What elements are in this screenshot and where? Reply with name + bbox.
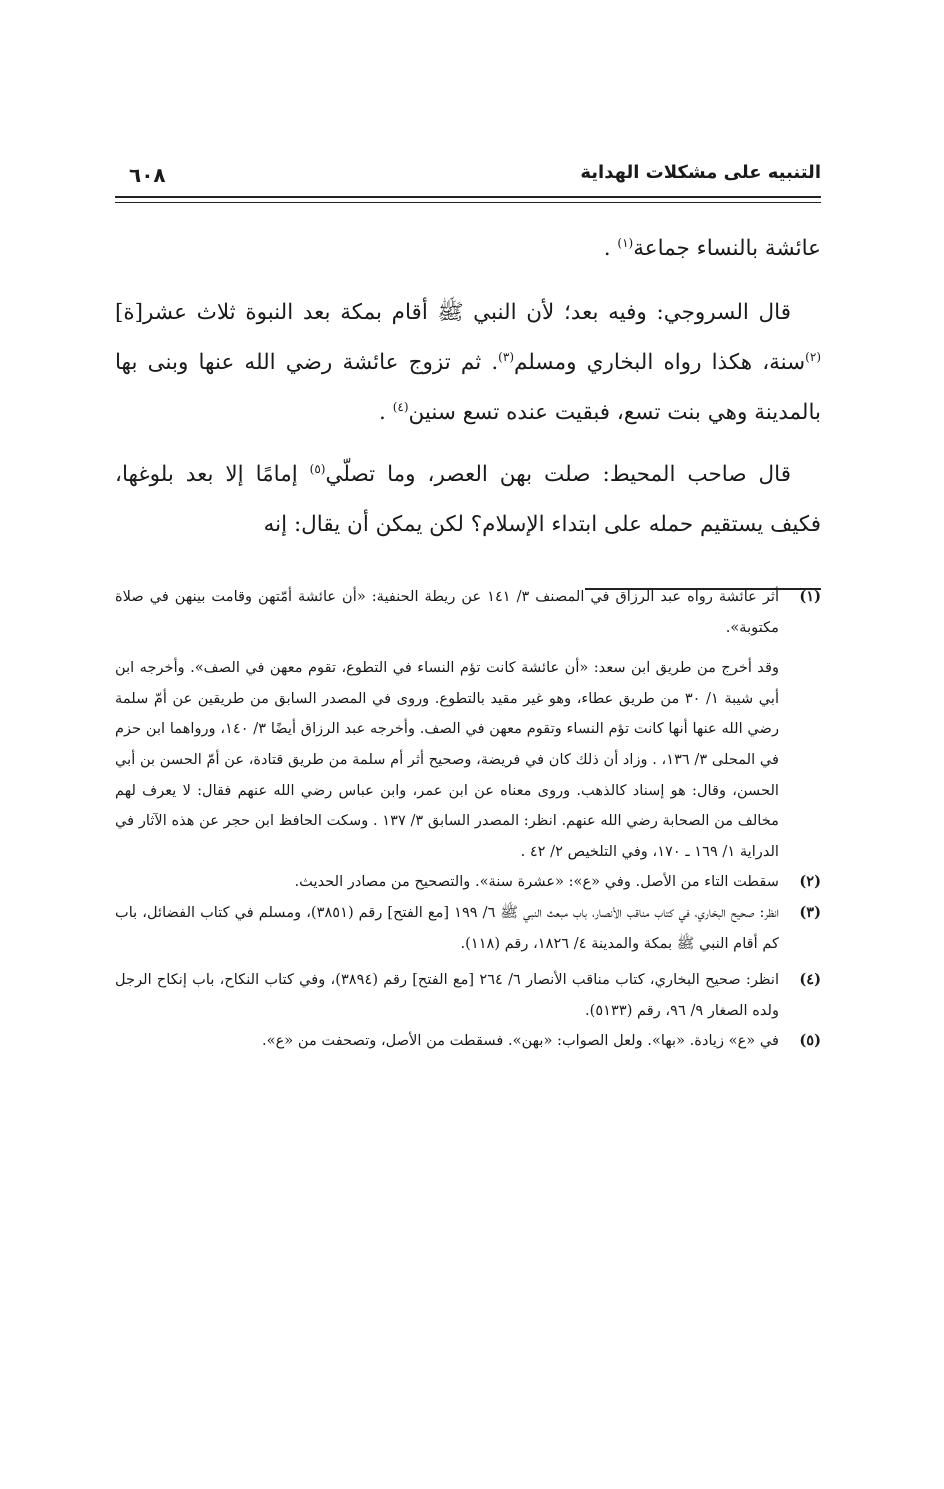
paragraph-3-text-a: قال صاحب المحيط: صلت بهن العصر، وما تصلّي [325,462,791,487]
footnote-ref-1: (١) [617,235,634,250]
paragraph-2-end: . [379,400,386,425]
paragraph-1-text: عائشة بالنساء جماعة [633,236,821,261]
footnote-ref-2: (٢) [805,349,821,364]
footnote-number: (٤) [799,971,821,989]
paragraph-2-text-c: . ثم تزوج عائشة رضي الله عنها وبنى بها بالمدينة وهي بنت تسع، فبقيت عنده تسع سنين [115,350,821,425]
footnote-1 [115,582,821,867]
page-number: ٦٠٨ [129,163,166,187]
footnote-continuation: وقد أخرج من طريق ابن سعد: «أن عائشة كانت تؤم النساء في التطوع، تقوم معهن في الصف». وأخرجه ابن أبي شيبة ١/ ٣٠ من طريق عطاء، وهو غير مقيد بالتطوع. وروى في المصدر السابق من طريقين عن أمّ سلمة رضي الله عنها أنها كانت تؤم النساء وتقوم معهن في الصف. وأخرجه عبد الرزاق أيضًا ٣/ ١٤٠، ورواهما ابن حزم في المحلى ٣/ ١٣٦، . وزاد أن ذلك كان في فريضة، وصحيح أثر أم سلمة من طريق قتادة، عن أمّ الحسن بن أبي الحسن، وقال: هو إسناد كالذهب. وروى معناه عن ابن عمر، وابن عباس رضي الله عنهم فقال: لا يعرف لهم مخالف من الصحابة رضي الله عنهم. انظر: المصدر السابق ٣/ ١٣٧ . وسكت الحافظ ابن حجر عن هذه الآثار في الدراية ١/ ١٦٩ ـ ١٧٠، وفي التلخيص ٢/ ٤٢ . [115,659,779,860]
paragraph-2-text-b: سنة، هكذا رواه البخاري ومسلم [514,350,806,375]
running-header [115,158,821,198]
paragraph-2-text-a: قال السروجي: وفيه بعد؛ لأن النبي ﷺ أقام بمكة بعد النبوة ثلاث عشر[ة] [115,300,791,325]
footnote-text: في «ع» زيادة. «بها». ولعل الصواب: «بهن». فسقطت من الأصل، وتصحفت من «ع». [262,1032,779,1050]
footnote-text: أثر عائشة رواه عبد الرزاق في المصنف ٣/ ١٤١ عن ريطة الحنفية: «أن عائشة أمّتهن وقامت بينهن في صلاة مكتوبة». [115,588,780,636]
paragraph-2 [115,288,821,438]
paragraph-1-end: . [603,236,611,261]
footnote-3 [115,898,821,959]
footnote-ref-5: (٥) [309,461,326,476]
paragraph-1 [115,224,821,274]
main-text [115,224,821,550]
footnote-ref-3: (٣) [498,349,514,364]
paragraph-3-text-b: إمامًا إلا بعد بلوغها، فكيف يستقيم حمله على ابتداء الإسلام؟ لكن يمكن أن يقال: إنه [115,462,821,537]
footnote-ref-4: (٤) [392,399,409,414]
book-title: التنبيه على مشكلات الهداية [580,162,821,183]
footnote-number: (٢) [799,873,821,891]
header-rule-thin [115,202,821,203]
paragraph-3 [115,450,821,550]
footnotes [115,582,821,1057]
footnote-number: (٣) [799,903,821,921]
footnote-number: (٥) [799,1032,821,1050]
footnote-text: انظر: صحيح البخاري، كتاب مناقب الأنصار ٦/ ٢٦٤ [مع الفتح] رقم (٣٨٩٤)، وفي كتاب النكاح، باب إنكاح الرجل ولده الصغار ٩/ ٩٦، رقم (٥١٣٣). [115,971,779,1019]
header-rule-thick [115,196,821,198]
footnote-number: (١) [799,588,821,605]
footnote-4 [115,965,821,1026]
footnote-5 [115,1026,821,1057]
footnote-2 [115,867,821,898]
footnote-text: سقطت التاء من الأصل. وفي «ع»: «عشرة سنة». والتصحيح من مصادر الحديث. [294,873,779,891]
footnote-text: انظر: صحيح البخاري، في كتاب مناقب الأنصار، باب مبعث النبي ﷺ ٦/ ١٩٩ [مع الفتح] رقم (٣٨٥١)، ومسلم في كتاب الفضائل، باب كم أقام النبي ﷺ بمكة والمدينة ٤/ ١٨٢٦، رقم (١١٨). [115,903,780,952]
